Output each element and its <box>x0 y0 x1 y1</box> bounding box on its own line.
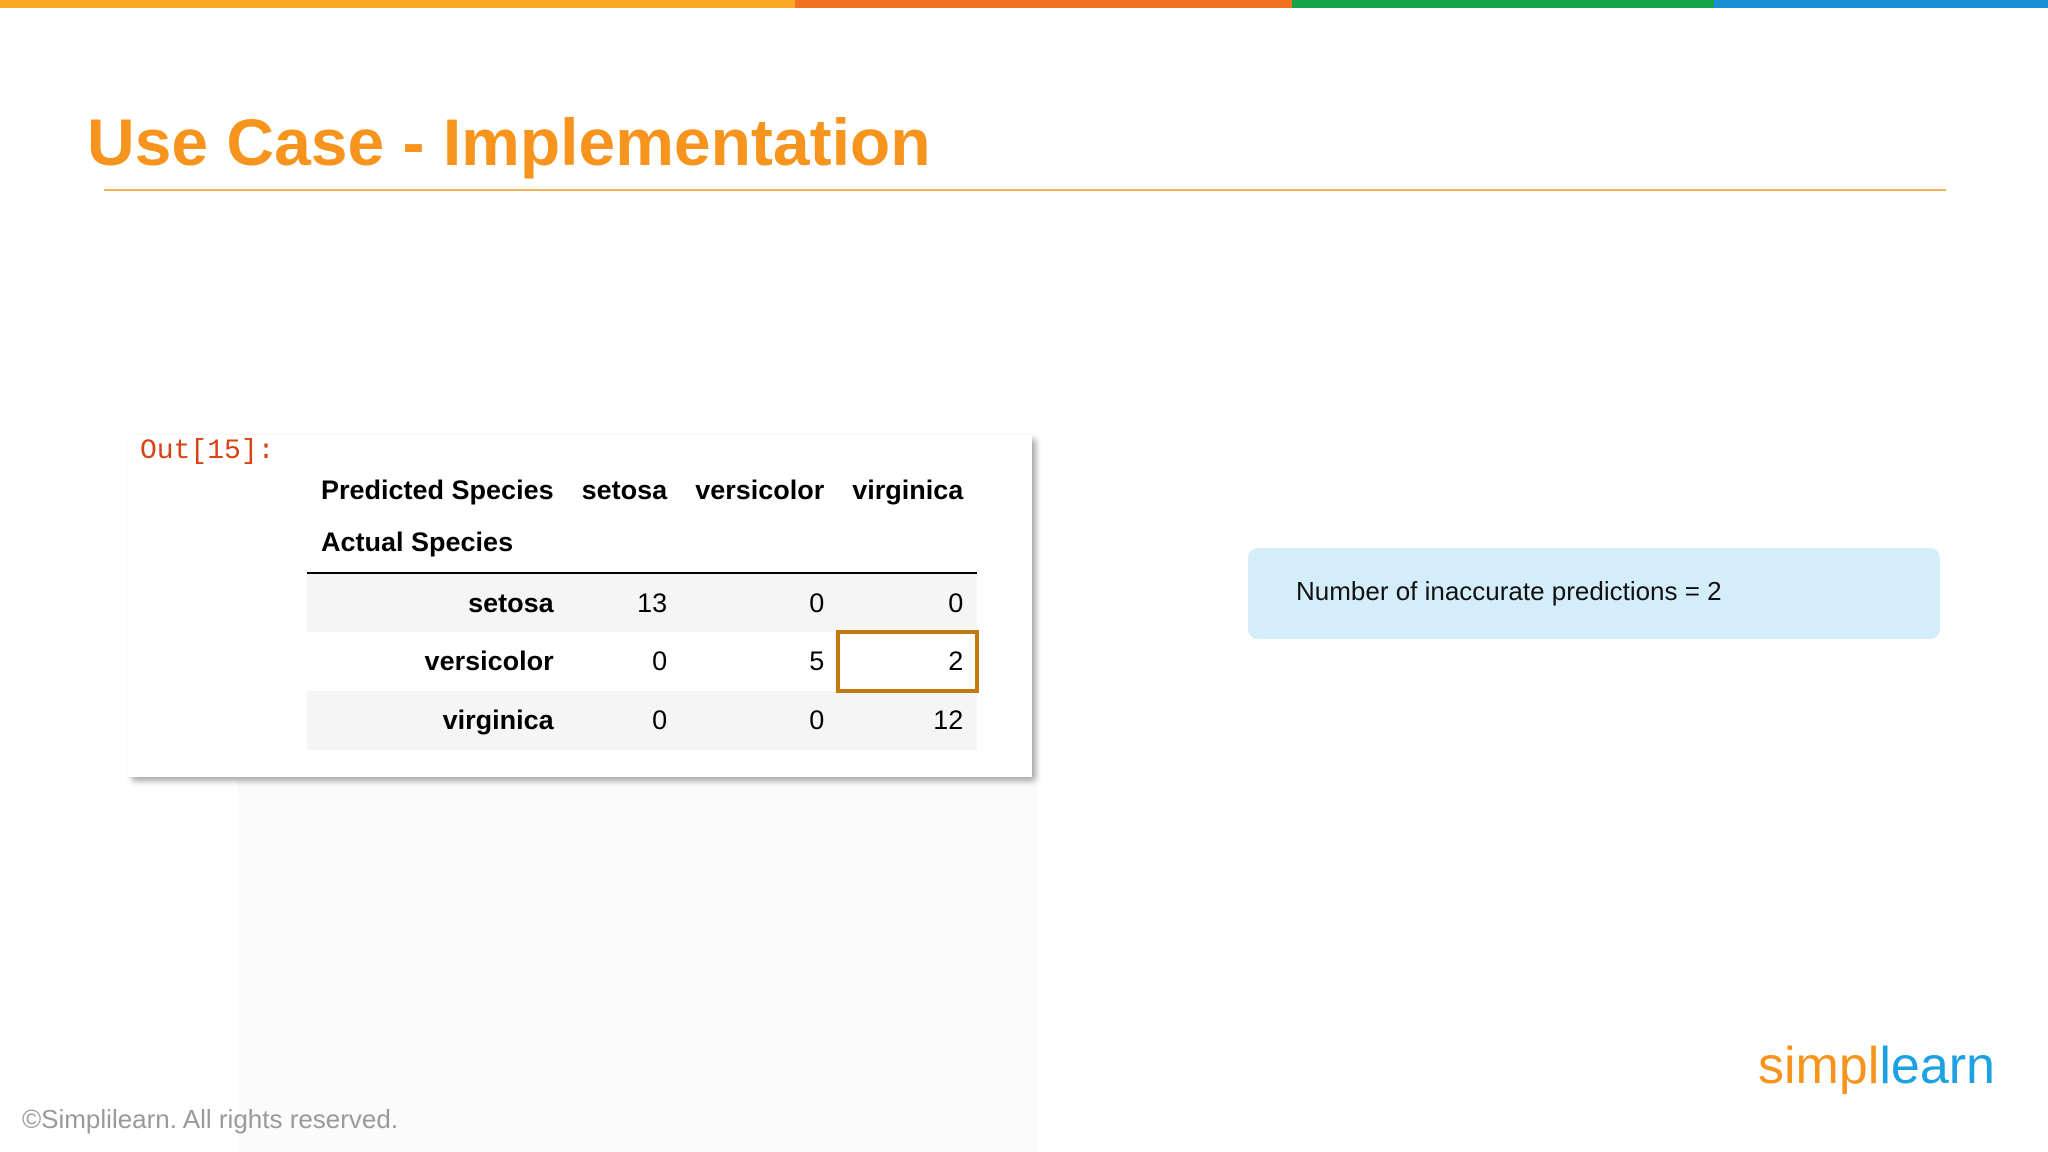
table-cell: 0 <box>948 587 964 618</box>
output-prompt: Out[15]: <box>140 436 275 467</box>
top-bar-segment-orange <box>795 0 1292 8</box>
slide-title: Use Case - Implementation <box>87 105 931 179</box>
table-cell: 13 <box>637 587 668 618</box>
top-bar-segment-yellow <box>0 0 795 8</box>
column-header: setosa <box>581 474 668 505</box>
row-index-name: Actual Species <box>307 512 568 573</box>
table-cell: 0 <box>809 705 825 735</box>
title-underline <box>104 189 1946 191</box>
output-area-background <box>237 780 1037 1152</box>
column-header: versicolor <box>695 474 825 505</box>
table-cell: 5 <box>809 646 825 676</box>
copyright-text: ©Simplilearn. All rights reserved. <box>22 1104 399 1134</box>
logo-part-simpl: simpl <box>1758 1037 1880 1095</box>
row-label: virginica <box>442 705 554 735</box>
table-row <box>307 573 977 632</box>
logo-part-learn: learn <box>1879 1037 1995 1095</box>
table-index-row <box>307 512 977 573</box>
confusion-matrix-table <box>307 468 977 750</box>
table-row <box>307 691 977 750</box>
table-cell: 12 <box>933 705 964 735</box>
table-row <box>307 632 977 691</box>
top-bar-segment-blue <box>1714 0 2048 8</box>
column-header: virginica <box>852 474 964 505</box>
table-header-row <box>307 468 977 512</box>
row-label: setosa <box>468 587 554 618</box>
top-bar-segment-green <box>1292 0 1714 8</box>
callout-text: Number of inaccurate predictions = 2 <box>1296 576 1722 606</box>
callout-box <box>1248 548 1940 639</box>
table-cell: 0 <box>809 587 825 618</box>
column-index-name: Predicted Species <box>321 474 554 505</box>
simplilearn-logo <box>1758 1036 1995 1096</box>
table-cell: 0 <box>652 705 668 735</box>
top-color-bar <box>0 0 2048 8</box>
row-label: versicolor <box>424 646 554 676</box>
table-cell: 0 <box>652 646 668 676</box>
highlighted-cell: 2 <box>838 632 977 691</box>
